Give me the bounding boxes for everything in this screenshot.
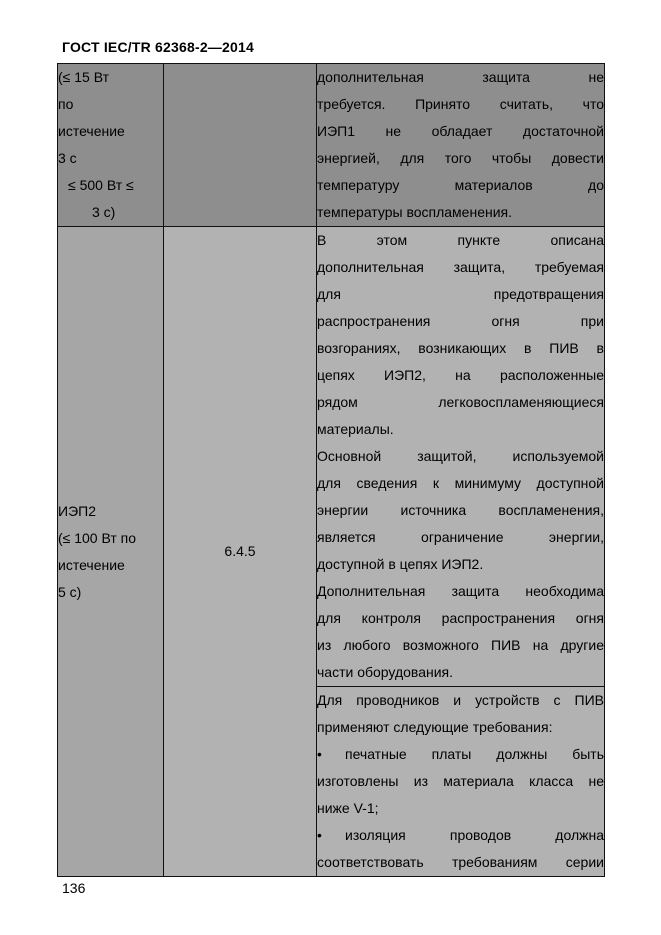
cell-line: для предотвращения xyxy=(317,286,604,302)
cell-line: для контроля распространения огня xyxy=(317,610,604,626)
cell-line: материалы. xyxy=(317,421,394,437)
cell-line: для сведения к минимуму доступной xyxy=(317,475,604,491)
cell-line: рядом легковоспламеняющиеся xyxy=(317,394,604,410)
cell-line: 5 с) xyxy=(58,583,82,600)
table-row xyxy=(58,227,605,687)
cell-line: изоляция проводов должна xyxy=(345,827,604,843)
clause-number: 6.4.5 xyxy=(224,543,256,559)
document-header-title: ГОСТ IEC/TR 62368-2—2014 xyxy=(62,39,254,55)
cell-line: истечение xyxy=(58,123,125,139)
cell-line: (≤ 15 Вт xyxy=(58,69,109,85)
description-cell xyxy=(317,687,605,877)
cell-line: требуется. Принято считать, что xyxy=(317,96,604,112)
cell-line: применяют следующие требования: xyxy=(317,719,553,735)
requirements-table xyxy=(57,63,605,877)
clause-cell xyxy=(164,227,317,877)
cell-line: Дополнительная защита необходима xyxy=(317,583,604,599)
cell-line: 3 с xyxy=(58,150,77,166)
cell-line: Основной защитой, используемой xyxy=(317,448,604,464)
cell-line: В этом пункте описана xyxy=(317,232,604,248)
cell-line: из любого возможного ПИВ на другие xyxy=(317,637,604,653)
cell-line: печатные платы должны быть xyxy=(345,746,604,762)
cell-line: температуру материалов до xyxy=(317,177,604,193)
energy-class-cell xyxy=(58,227,164,877)
page-number: 136 xyxy=(62,880,86,896)
list-item xyxy=(317,741,604,768)
table-row xyxy=(58,64,605,227)
cell-line: части оборудования. xyxy=(317,664,454,680)
cell-line: возгораниях, возникающих в ПИВ в xyxy=(317,340,604,356)
cell-line: дополнительная защита, требуемая xyxy=(317,259,604,275)
cell-line: доступной в цепях ИЭП2. xyxy=(317,556,484,572)
cell-line: энергией, для того чтобы довести xyxy=(317,150,604,166)
cell-line: истечение xyxy=(58,556,125,573)
cell-line: температуры воспламенения. xyxy=(317,204,513,220)
cell-line: ниже V-1; xyxy=(317,800,379,816)
cell-line: по xyxy=(58,96,74,112)
cell-line: энергии источника воспламенения, xyxy=(317,502,604,518)
description-cell xyxy=(317,227,605,687)
cell-line: 3 с) xyxy=(92,204,116,220)
bullet-icon: • xyxy=(317,827,322,843)
energy-class-cell xyxy=(58,64,164,227)
cell-line: (≤ 100 Вт по xyxy=(58,529,137,546)
cell-line: изготовлены из материала класса не xyxy=(317,773,604,789)
cell-line: цепях ИЭП2, на расположенные xyxy=(317,367,604,383)
cell-line: ≤ 500 Вт ≤ xyxy=(68,177,134,193)
cell-line: соответствовать требованиям серии xyxy=(317,854,604,870)
clause-cell xyxy=(164,64,317,227)
cell-line: ИЭП2 xyxy=(58,502,96,519)
cell-line: дополнительная защита не xyxy=(317,69,604,85)
cell-line: распространения огня при xyxy=(317,313,604,329)
bullet-icon: • xyxy=(317,746,322,762)
description-cell xyxy=(317,64,605,227)
list-item xyxy=(317,822,604,849)
cell-line: Для проводников и устройств с ПИВ xyxy=(317,692,604,708)
cell-line: ИЭП1 не обладает достаточной xyxy=(317,123,604,139)
cell-line: является ограничение энергии, xyxy=(317,529,604,545)
